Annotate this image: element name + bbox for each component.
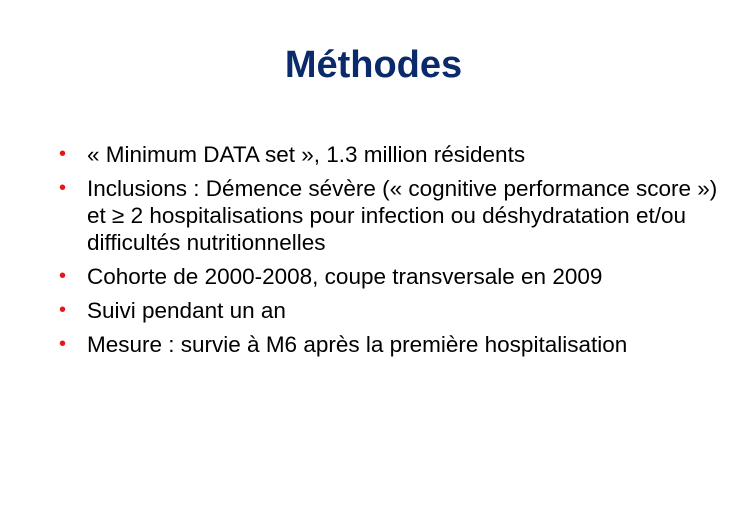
bullet-item: [59, 263, 731, 290]
bullet-item: [59, 331, 731, 358]
bullet-item: [59, 141, 731, 168]
slide-title: Méthodes: [284, 44, 463, 86]
bullet-text: Inclusions : Démence sévère (« cognitive performance score ») et ≥ 2 hospitalisations pour infection ou déshydratation et/ou difficultés nutritionnelles: [87, 176, 718, 255]
bullet-dot-icon: •: [59, 333, 67, 355]
bullet-item: [59, 297, 731, 324]
bullet-text: Suivi pendant un an: [87, 298, 286, 323]
bullet-dot-icon: •: [59, 265, 67, 287]
bullet-item: [59, 175, 731, 256]
bullet-dot-icon: •: [59, 177, 67, 199]
bullet-list: [59, 141, 731, 365]
bullet-text: Mesure : survie à M6 après la première hospitalisation: [87, 332, 628, 357]
bullet-text: « Minimum DATA set », 1.3 million résidents: [87, 142, 526, 167]
bullet-dot-icon: •: [59, 299, 67, 321]
bullet-dot-icon: •: [59, 143, 67, 165]
bullet-text: Cohorte de 2000-2008, coupe transversale en 2009: [87, 264, 603, 289]
